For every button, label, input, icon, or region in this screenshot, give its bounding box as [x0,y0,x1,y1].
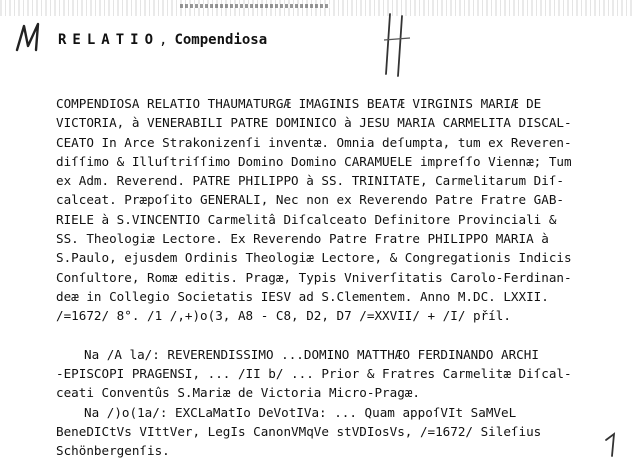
card-body [56,94,616,461]
body-line: diſſimo & Illuſtriſſimo Domino Domino CARAMUELE impreſſo Viennæ; Tum [56,153,572,169]
body-line: S.Paulo, ejusdem Ordinis Theologiæ Lectore, & Congregationis Indicis [56,250,572,266]
body-line: Conſultore, Romæ editis. Pragæ, Typis Vniverſitatis Carolo-Ferdinan- [56,269,572,285]
scan-noise-top [0,0,635,16]
collation-line: /=1672/ 8°. /1 /,+)o(3, A8 - C8, D2, D7 /=XXVII/ + /I/ příl. [56,308,511,324]
card-header [58,32,267,48]
body-line: calceat. Præpoſito GENERALI, Nec non ex Reverendo Patre Fratre GAB- [56,192,564,208]
header-separator: , [159,32,169,48]
body-line: deæ in Collegio Societatis IESV ad S.Clementem. Anno M.DC. LXXII. [56,288,549,304]
note-line: -EPISCOPI PRAGENSI, ... /II b/ ... Prior & Fratres Carmelitæ Diſcal- [56,366,572,382]
body-line: SS. Theologiæ Lectore. Ex Reverendo Patre Fratre PHILIPPO MARIA à [56,231,549,247]
body-line: CEATO In Arce Strakonizenſi inventæ. Omnia deſumpta, tum ex Reveren- [56,134,572,150]
header-subtitle: Compendiosa [174,32,268,48]
body-line: COMPENDIOSA RELATIO THAUMATURGÆ IMAGINIS BEATÆ VIRGINIS MARIÆ DE [56,96,542,111]
body-line: RIELE à S.VINCENTIO Carmelitâ Diſcalceato Definitore Provinciali & [56,211,557,227]
header-title: RELATIO [58,32,160,48]
scan-smudge [180,4,330,8]
note-line: ceati Conventûs S.Mariæ de Victoria Micro-Pragæ. [56,385,420,401]
note-line: Schönbergenſis. [56,443,170,459]
handwritten-margin-note [14,20,50,54]
note-line: Na /)o(1a/: EXCLaMatIo DeVotIVa: ... Quam appoſVIt SaMVeL [84,404,517,420]
body-line: VICTORIA, à VENERABILI PATRE DOMINICO à JESU MARIA CARMELITA DISCAL- [56,115,572,131]
body-line: ex Adm. Reverend. PATRE PHILIPPO à SS. TRINITATE, Carmelitarum Diſ- [56,173,564,189]
note-line: Na /A la/: REVERENDISSIMO ...DOMINO MATTHÆO FERDINANDO ARCHI [84,346,539,362]
note-line: BeneDICtVs VIttVer, LegIs CanonVMqVe stVDIosVs, /=1672/ Sileſius [56,424,542,440]
handwritten-stroke-mark [380,10,430,80]
